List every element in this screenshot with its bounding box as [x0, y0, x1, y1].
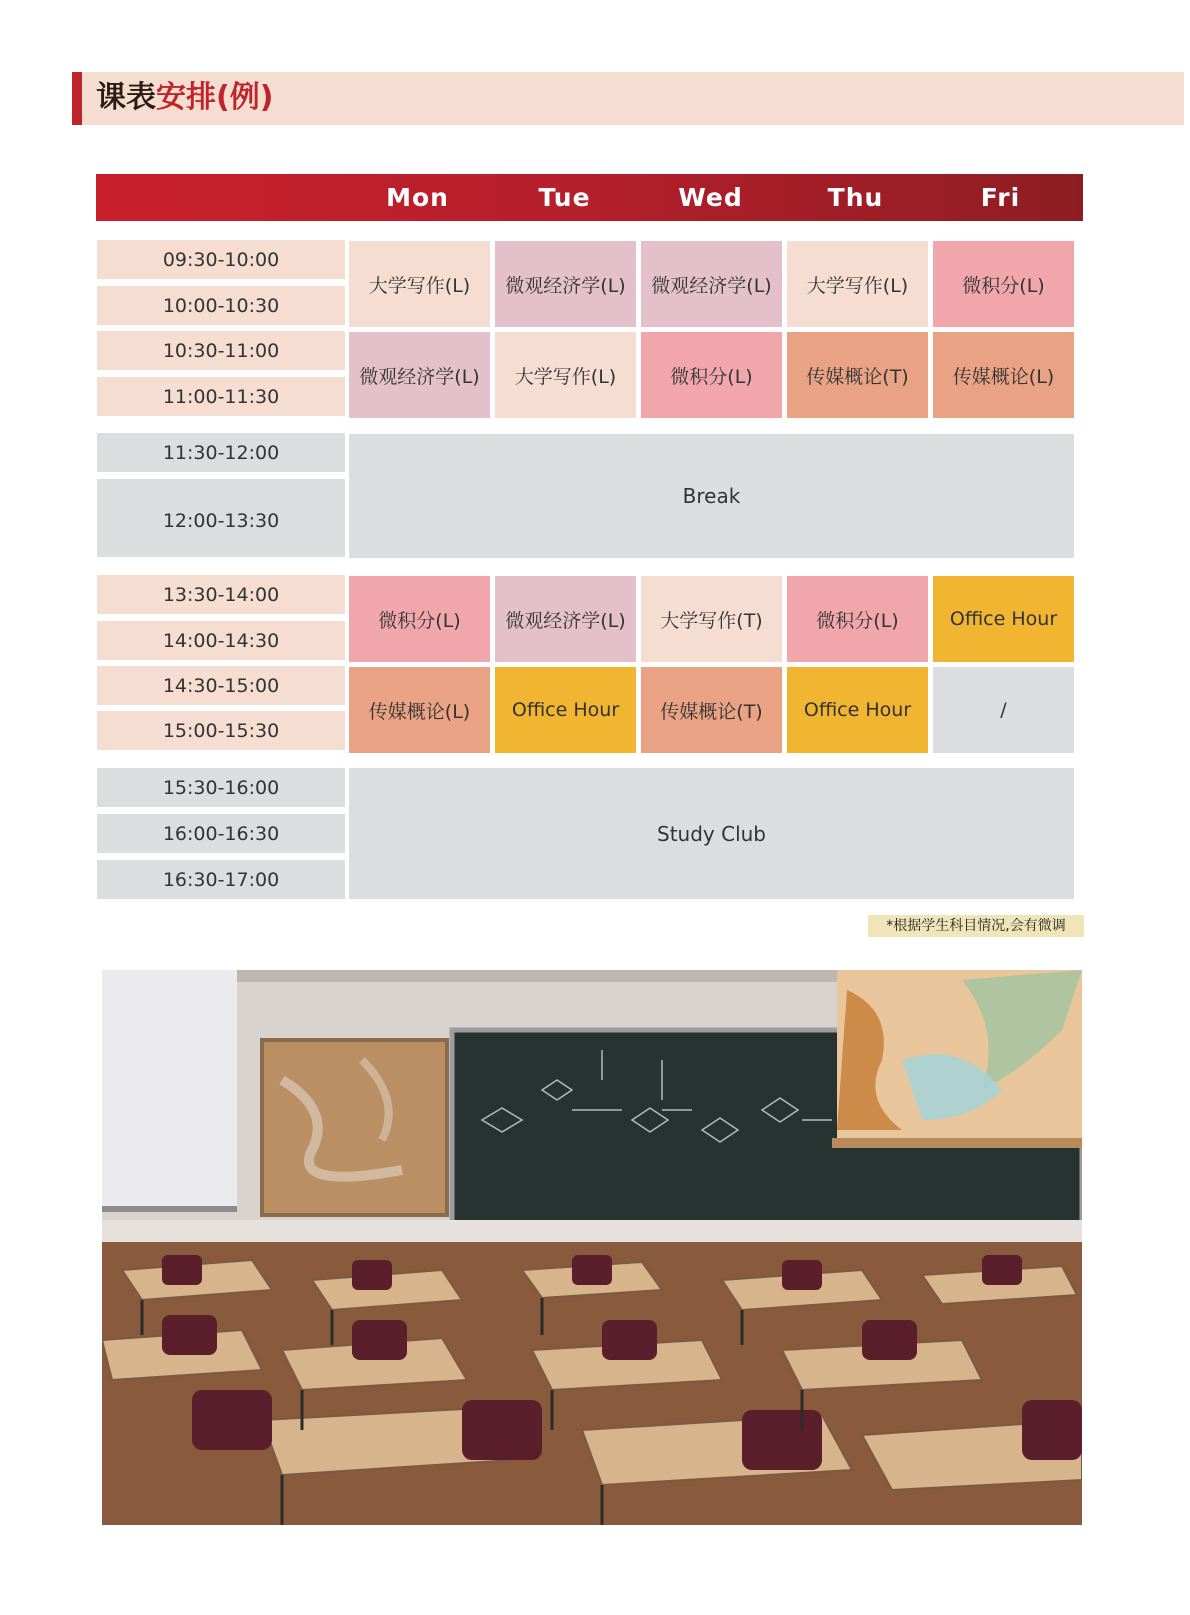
class-cell-wed-block1: 微观经济学(L): [641, 241, 782, 327]
section-title-part1: 课表: [96, 80, 156, 115]
section-accent-mark: [72, 72, 82, 125]
time-slot: 11:00-11:30: [97, 377, 345, 416]
section-title: [96, 78, 273, 118]
class-cell-fri-block2: 传媒概论(L): [933, 332, 1074, 418]
day-header-mon: Mon: [386, 183, 449, 212]
class-cell-tue-block2: 大学写作(L): [495, 332, 636, 418]
time-slot: 16:00-16:30: [97, 814, 345, 853]
break-cell: Break: [349, 434, 1074, 558]
class-cell-thu-block4: Office Hour: [787, 667, 928, 753]
class-cell-mon-block2: 微观经济学(L): [349, 332, 490, 418]
day-header-tue: Tue: [538, 183, 591, 212]
time-slot: 10:00-10:30: [97, 286, 345, 325]
class-cell-wed-block3: 大学写作(T): [641, 576, 782, 662]
day-header-thu: Thu: [827, 183, 884, 212]
class-cell-fri-block1: 微积分(L): [933, 241, 1074, 327]
time-slot: 10:30-11:00: [97, 331, 345, 370]
time-slot: 15:00-15:30: [97, 711, 345, 750]
time-slot: 11:30-12:00: [97, 433, 345, 472]
time-slot: 14:00-14:30: [97, 621, 345, 660]
classroom-photo: [102, 970, 1082, 1525]
time-slot: 14:30-15:00: [97, 666, 345, 705]
time-slot: 15:30-16:00: [97, 768, 345, 807]
class-cell-thu-block2: 传媒概论(T): [787, 332, 928, 418]
class-cell-mon-block1: 大学写作(L): [349, 241, 490, 327]
class-cell-wed-block2: 微积分(L): [641, 332, 782, 418]
day-header-wed: Wed: [678, 183, 743, 212]
classroom-illustration: [102, 970, 1082, 1525]
class-cell-fri-block3: Office Hour: [933, 576, 1074, 662]
class-cell-fri-block4: /: [933, 667, 1074, 753]
section-title-part2: 安排(例): [156, 80, 274, 115]
day-header-fri: Fri: [980, 183, 1021, 212]
class-cell-tue-block1: 微观经济学(L): [495, 241, 636, 327]
class-cell-mon-block4: 传媒概论(L): [349, 667, 490, 753]
time-slot: 09:30-10:00: [97, 240, 345, 279]
class-cell-tue-block4: Office Hour: [495, 667, 636, 753]
class-cell-mon-block3: 微积分(L): [349, 576, 490, 662]
class-cell-tue-block3: 微观经济学(L): [495, 576, 636, 662]
class-cell-wed-block4: 传媒概论(T): [641, 667, 782, 753]
study-club-cell: Study Club: [349, 768, 1074, 899]
time-slot: 13:30-14:00: [97, 575, 345, 614]
class-cell-thu-block1: 大学写作(L): [787, 241, 928, 327]
time-slot: 16:30-17:00: [97, 860, 345, 899]
footnote: *根据学生科目情况,会有微调: [868, 915, 1084, 937]
time-slot: 12:00-13:30: [97, 479, 345, 557]
class-cell-thu-block3: 微积分(L): [787, 576, 928, 662]
